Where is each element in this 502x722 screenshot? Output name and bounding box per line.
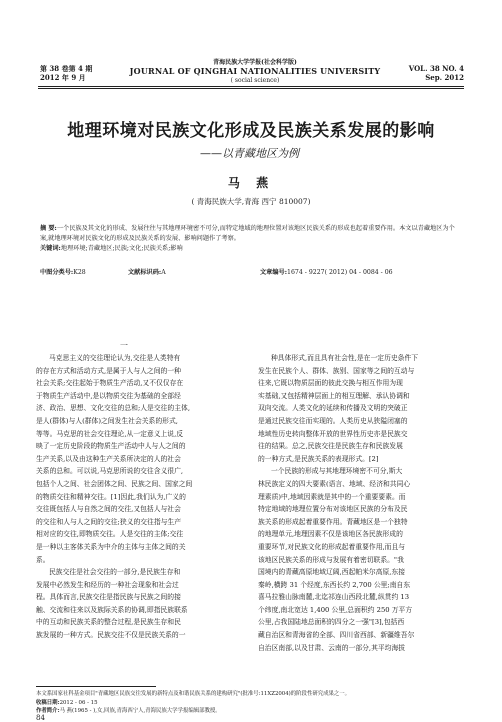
abstract-label: 摘 要: bbox=[40, 225, 57, 232]
text-line: 发生在民族个人、群体、族别、国家等之间的互动与 bbox=[258, 366, 415, 375]
section-number: 一 bbox=[120, 341, 128, 350]
author-bio-value: 马 燕(1965 - ),女,回族,青海西宁人,青海民族大学学报编辑部教授。 bbox=[59, 708, 221, 714]
text-line: 交往既包括人与自然之间的交往,又包括人与社会 bbox=[36, 505, 181, 514]
footnote-rule bbox=[36, 686, 156, 687]
text-line: 中的互动和民族关系的整合过程,是民族生存和民 bbox=[36, 618, 181, 627]
text-line: 公里,占我国陆地总面积的四分之一强"[3],包括西 bbox=[258, 618, 405, 627]
clc-label: 中图分类号: bbox=[40, 269, 74, 276]
text-line: 的交往和人与人之间的交往;狭义的交往指与生产 bbox=[36, 517, 182, 526]
footnotes bbox=[36, 690, 472, 716]
article-title: 地理环境对民族文化形成及民族关系发展的影响 bbox=[67, 121, 435, 141]
text-line: 映了一定历史阶段的物质生产活动中人与人之间的 bbox=[36, 442, 186, 451]
text-line: 实基础,又包括精神层面上的相互理解、承认协调和 bbox=[258, 391, 410, 400]
keywords-text: 地理环境;青藏地区;民族;文化;民族关系;影响 bbox=[60, 245, 183, 252]
received-date bbox=[36, 699, 472, 708]
abstract bbox=[40, 224, 462, 244]
keywords-label: 关键词: bbox=[40, 245, 61, 252]
text-line: 该地区民族关系的形成与发展有着密切联系。"我 bbox=[258, 555, 404, 564]
text-line: 的存在方式和活动方式,是属于人与人之间的一种 bbox=[36, 366, 181, 375]
page-number: 84 bbox=[36, 714, 45, 722]
journal-volume-info-en bbox=[409, 64, 464, 82]
text-line: 理素质)中,地域因素就是其中的一个重要要素。而 bbox=[258, 492, 406, 501]
text-line: 特定地域的地理位置分布对该地区民族的分布及民 bbox=[258, 505, 408, 514]
text-line: 程。具体而言,民族交往是指民族与民族之间的接 bbox=[36, 593, 181, 602]
text-line: 民族交往是社会交往的一部分,是民族生存和 bbox=[49, 568, 181, 577]
clc-number bbox=[40, 267, 86, 276]
journal-name-en: JOURNAL OF QINGHAI NATIONALITIES UNIVERSITY bbox=[129, 66, 381, 76]
text-line: 系。 bbox=[36, 555, 50, 564]
text-line: 触、交流和往来以及族际关系的协调,即指民族联系 bbox=[36, 605, 188, 614]
text-line: 是一种以主客体关系为中介的主体与主体之间的关 bbox=[36, 542, 186, 551]
text-line: 自治区南部,以及甘肃、云南的一部分,其平均海拔 bbox=[258, 643, 406, 652]
text-line: 社会关系;交往起始于物质生产活动,又不仅仅存在 bbox=[36, 379, 184, 388]
journal-volume-info bbox=[40, 64, 92, 82]
article-id bbox=[260, 267, 393, 276]
text-line: 等等。马克思的社会交往理论,从一定意义上说,反 bbox=[36, 429, 184, 438]
text-line: 济、政治、思想、文化交往的总和;人是交往的主体, bbox=[36, 404, 190, 413]
fund-note: 本文系国家社科基金项目"青藏地区民族交往发展的新特点及和谐民族关系的建构研究"(批准号:11XZ2004)的阶段性研究成果之一。 bbox=[36, 691, 351, 697]
doc-code-label: 文献标识码: bbox=[128, 269, 162, 276]
received-value: 2012 - 06 - 15 bbox=[59, 699, 98, 706]
text-line: 的一种方式,是民族关系的表现形式。[2] bbox=[258, 454, 379, 463]
text-line: 相对应的交往,即物质交往。人是交往的主体;交往 bbox=[36, 530, 184, 539]
body-column-left bbox=[36, 352, 248, 642]
text-line: 秦岭,横跨 31 个经度,东西长约 2,700 公里;南自东 bbox=[258, 580, 411, 589]
document-code bbox=[128, 267, 166, 276]
abstract-block bbox=[40, 224, 462, 254]
author-bio bbox=[36, 707, 472, 716]
volume-number-en: VOL. 38 NO. 4 bbox=[408, 64, 464, 73]
text-line: 个纬度,南北宽达 1,400 公里,总面积约 250 万平方 bbox=[258, 605, 413, 614]
abstract-text: 一个民族及其文化的形成、发展往往与其地理环境密不可分,而特定地域的地理位置对该地区民族关系的形成也起着重要作用。本文以青藏地区为个案,就地理环境对民族文化的形成及民族关系的发展、影响问题作了考察。 bbox=[40, 225, 455, 242]
text-line: 林民族定义的四大要素(语言、地域、经济和共同心 bbox=[258, 479, 411, 488]
text-line: 是人(群体)与人(群体)之间发生社会关系的形式, bbox=[36, 416, 178, 425]
volume-issue: 第 38 卷第 4 期 bbox=[40, 64, 93, 73]
text-line: 往的结果。总之,民族交往是民族生存和民族发展 bbox=[258, 442, 403, 451]
clc-value: K28 bbox=[73, 269, 86, 276]
text-line: 族发展的一种方式。民族交往不仅是民族关系的一 bbox=[36, 631, 186, 640]
received-label: 收稿日期: bbox=[36, 699, 60, 706]
text-line: 是通过民族交往而实现的。人类历史从狭隘闭塞的 bbox=[258, 416, 408, 425]
article-subtitle: ——以青藏地区为例 bbox=[200, 147, 299, 160]
text-line: 双向交流。人类文化的延续和传播及文明的突破正 bbox=[258, 404, 408, 413]
journal-masthead bbox=[120, 58, 390, 85]
doc-code-value: A bbox=[161, 269, 166, 276]
text-line: 重要环节,对民族文化的形成起着重要作用,而且与 bbox=[258, 542, 406, 551]
issue-date: 2012 年 9 月 bbox=[40, 73, 86, 82]
header-rule-bottom bbox=[38, 88, 464, 89]
author-name: 马 燕 bbox=[227, 176, 275, 190]
header-rule-top bbox=[38, 86, 464, 87]
journal-subtitle-en: ( social science) bbox=[230, 77, 280, 84]
article-id-value: 1674 - 9227( 2012) 04 - 0084 - 06 bbox=[287, 269, 393, 276]
text-line: 包括个人之间、社会团体之间、民族之间、国家之间 bbox=[36, 479, 193, 488]
text-line: 种具体形式,而且具有社会性,是在一定历史条件下 bbox=[271, 354, 419, 362]
text-line: 的物质交往和精神交往。[1]因此,我们认为,广义的 bbox=[36, 492, 186, 501]
article-id-label: 文章编号: bbox=[260, 269, 288, 276]
body-column-right bbox=[258, 352, 474, 654]
text-line: 一个民族的形成与其地理环境密不可分,斯大 bbox=[271, 467, 403, 476]
author-affiliation: ( 青海民族大学,青海 西宁 810007) bbox=[191, 197, 311, 206]
text-line: 发展中必然发生和经历的一种社会现象和社会过 bbox=[36, 580, 179, 589]
text-line: 藏自治区和青海省的全部、四川省西部、新疆维吾尔 bbox=[258, 631, 415, 640]
author-bio-label: 作者简介: bbox=[36, 708, 60, 714]
keywords bbox=[40, 244, 462, 254]
text-line: 于物质生产活动中,是以物质交往为基础的全部经 bbox=[36, 391, 181, 400]
journal-name-cn: 青海民族大学学报(社会科学版) bbox=[213, 59, 297, 66]
text-line: 国境内的青藏高原地域辽阔,西起帕米尔高原,东接 bbox=[258, 568, 406, 577]
text-line: 关系的总和。可以说,马克思所说的交往含义很广, bbox=[36, 467, 184, 476]
text-line: 族关系的形成起着重要作用。青藏地区是一个独特 bbox=[258, 517, 408, 526]
text-line: 往来,它既以物质层面的彼此交换与相互作用为现 bbox=[258, 379, 403, 388]
text-line: 马克思主义的交往理论认为,交往是人类特有 bbox=[49, 354, 181, 362]
text-line: 喜马拉雅山脉南麓,北迄祁连山西段北麓,纵贯约 13 bbox=[258, 593, 410, 602]
text-line: 地域性历史转向整体开放的世界性历史亦是民族交 bbox=[258, 429, 408, 438]
date-en: Sep. 2012 bbox=[425, 73, 464, 82]
text-line: 的地理单元,地理因素不仅是该地区各民族形成的 bbox=[258, 530, 403, 539]
text-line: 生产关系,以及由这种生产关系所决定的人的社会 bbox=[36, 454, 181, 463]
